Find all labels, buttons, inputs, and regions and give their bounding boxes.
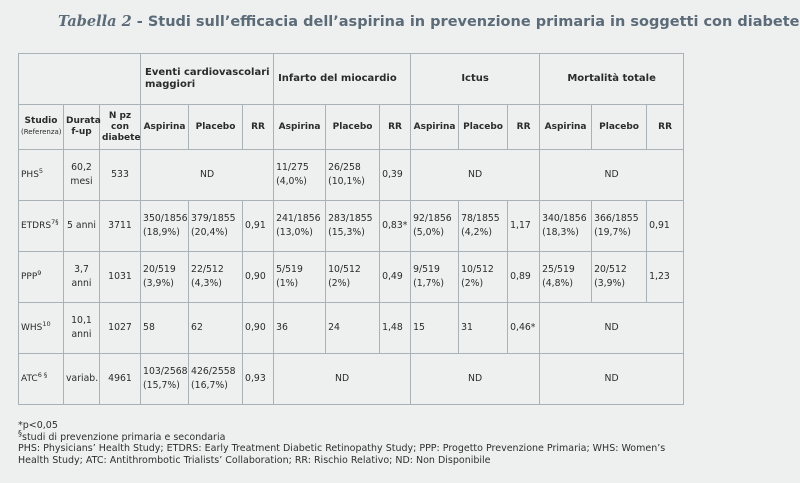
study-name: ATC: [21, 374, 38, 384]
study-cell: [19, 252, 64, 303]
followup-cell: 10,1 anni: [64, 303, 100, 354]
header-durata: Durata f-up: [64, 105, 100, 150]
group-header-infarto: Infarto del miocardio: [274, 54, 411, 105]
study-name: ETDRS: [21, 221, 52, 231]
eventi-nd-cell: ND: [141, 150, 274, 201]
footnote-significance: *p<0,05: [18, 420, 58, 431]
group-header-eventi: Eventi cardiovascolari maggiori: [141, 54, 274, 105]
table-row: [19, 201, 684, 252]
eventi-rr-cell: 0,90: [243, 303, 274, 354]
eventi-aspirina-cell: 58: [141, 303, 189, 354]
mortalita-nd-cell: ND: [540, 354, 684, 405]
followup-cell: 3,7 anni: [64, 252, 100, 303]
eventi-placebo-cell: 426/2558 (16,7%): [189, 354, 243, 405]
ictus-aspirina-cell: 92/1856 (5,0%): [411, 201, 459, 252]
study-cell: [19, 150, 64, 201]
header-placebo: Placebo: [592, 105, 647, 150]
study-reference: 7§: [51, 218, 59, 226]
table-title: [58, 13, 800, 30]
study-reference: 6 §: [37, 371, 48, 379]
infarto-aspirina-cell: 36: [274, 303, 326, 354]
mortalita-aspirina-cell: 25/519 (4,8%): [540, 252, 592, 303]
header-placebo: Placebo: [189, 105, 243, 150]
table-number: Tabella 2: [58, 13, 132, 30]
study-reference: 5: [38, 167, 44, 175]
infarto-placebo-cell: 24: [326, 303, 380, 354]
eventi-aspirina-cell: 350/1856 (18,9%): [141, 201, 189, 252]
header-referenza-label: (Referenza): [21, 128, 62, 136]
followup-cell: 5 anni: [64, 201, 100, 252]
table-row: [19, 354, 684, 405]
eventi-aspirina-cell: 20/519 (3,9%): [141, 252, 189, 303]
mortalita-nd-cell: ND: [540, 150, 684, 201]
mortalita-rr-cell: 0,91: [647, 201, 684, 252]
mortalita-aspirina-cell: 340/1856 (18,3%): [540, 201, 592, 252]
ictus-placebo-cell: 31: [459, 303, 508, 354]
study-name: PHS: [21, 170, 39, 180]
footnote-studies: [18, 428, 688, 444]
ictus-aspirina-cell: 15: [411, 303, 459, 354]
infarto-placebo-cell: 10/512 (2%): [326, 252, 380, 303]
ictus-placebo-cell: 78/1855 (4,2%): [459, 201, 508, 252]
infarto-aspirina-cell: 241/1856 (13,0%): [274, 201, 326, 252]
eventi-placebo-cell: 22/512 (4,3%): [189, 252, 243, 303]
mortalita-nd-cell: ND: [540, 303, 684, 354]
footnote-section-symbol: §: [18, 428, 22, 438]
eventi-rr-cell: 0,93: [243, 354, 274, 405]
ictus-nd-cell: ND: [411, 354, 540, 405]
eventi-aspirina-cell: 103/2568 (15,7%): [141, 354, 189, 405]
patients-cell: 533: [100, 150, 141, 201]
header-studio-label: Studio: [24, 116, 58, 126]
mortalita-rr-cell: 1,23: [647, 252, 684, 303]
header-rr: RR: [243, 105, 274, 150]
footnote-abbreviations: PHS: Physicians’ Health Study; ETDRS: Early Treatment Diabetic Retinopathy Study; PPP: Progetto Prevenzione Primaria; WHS: Women’s Health Study; ATC: Antithrombotic Trialists’ Collaboration; RR: Rischio Relativo; ND: Non Disponibile: [18, 443, 666, 466]
eventi-rr-cell: 0,90: [243, 252, 274, 303]
header-aspirina: Aspirina: [141, 105, 189, 150]
infarto-rr-cell: 0,39: [380, 150, 411, 201]
ictus-aspirina-cell: 9/519 (1,7%): [411, 252, 459, 303]
table-row: [19, 303, 684, 354]
study-reference: 9: [37, 269, 42, 277]
followup-cell: 60,2 mesi: [64, 150, 100, 201]
results-table: [18, 53, 684, 405]
study-name: PPP: [21, 272, 38, 282]
header-npz: N pz con diabete: [100, 105, 141, 150]
table-row: [19, 252, 684, 303]
patients-cell: 3711: [100, 201, 141, 252]
study-reference: 10: [42, 320, 51, 328]
footnote-studies-text: studi di prevenzione primaria e secondaria: [22, 431, 226, 443]
table-body: [19, 150, 684, 405]
study-name: WHS: [21, 323, 43, 333]
column-header-row: [19, 105, 684, 150]
eventi-placebo-cell: 379/1855 (20,4%): [189, 201, 243, 252]
followup-cell: variab.: [64, 354, 100, 405]
table-row: [19, 150, 684, 201]
group-header-row: [19, 54, 684, 105]
infarto-aspirina-cell: 5/519 (1%): [274, 252, 326, 303]
header-rr: RR: [508, 105, 540, 150]
header-rr: RR: [647, 105, 684, 150]
study-cell: [19, 354, 64, 405]
ictus-rr-cell: 1,17: [508, 201, 540, 252]
header-aspirina: Aspirina: [540, 105, 592, 150]
ictus-nd-cell: ND: [411, 150, 540, 201]
infarto-rr-cell: 0,83*: [380, 201, 411, 252]
eventi-placebo-cell: 62: [189, 303, 243, 354]
header-rr: RR: [380, 105, 411, 150]
infarto-placebo-cell: 283/1855 (15,3%): [326, 201, 380, 252]
header-placebo: Placebo: [326, 105, 380, 150]
mortalita-placebo-cell: 366/1855 (19,7%): [592, 201, 647, 252]
table-title-text: - Studi sull’efficacia dell’aspirina in prevenzione primaria in soggetti con diabete: [131, 14, 800, 30]
ictus-placebo-cell: 10/512 (2%): [459, 252, 508, 303]
study-cell: [19, 303, 64, 354]
eventi-rr-cell: 0,91: [243, 201, 274, 252]
group-header-ictus: Ictus: [411, 54, 540, 105]
study-cell: [19, 201, 64, 252]
group-header-empty: [19, 54, 141, 105]
patients-cell: 1027: [100, 303, 141, 354]
infarto-aspirina-cell: 11/275 (4,0%): [274, 150, 326, 201]
ictus-rr-cell: 0,89: [508, 252, 540, 303]
header-aspirina: Aspirina: [274, 105, 326, 150]
header-studio: [19, 105, 64, 150]
infarto-rr-cell: 1,48: [380, 303, 411, 354]
mortalita-placebo-cell: 20/512 (3,9%): [592, 252, 647, 303]
patients-cell: 1031: [100, 252, 141, 303]
ictus-rr-cell: 0,46*: [508, 303, 540, 354]
patients-cell: 4961: [100, 354, 141, 405]
group-header-mortalita: Mortalità totale: [540, 54, 684, 105]
header-aspirina: Aspirina: [411, 105, 459, 150]
infarto-placebo-cell: 26/258 (10,1%): [326, 150, 380, 201]
infarto-rr-cell: 0,49: [380, 252, 411, 303]
header-placebo: Placebo: [459, 105, 508, 150]
infarto-nd-cell: ND: [274, 354, 411, 405]
footnotes: [18, 420, 688, 466]
